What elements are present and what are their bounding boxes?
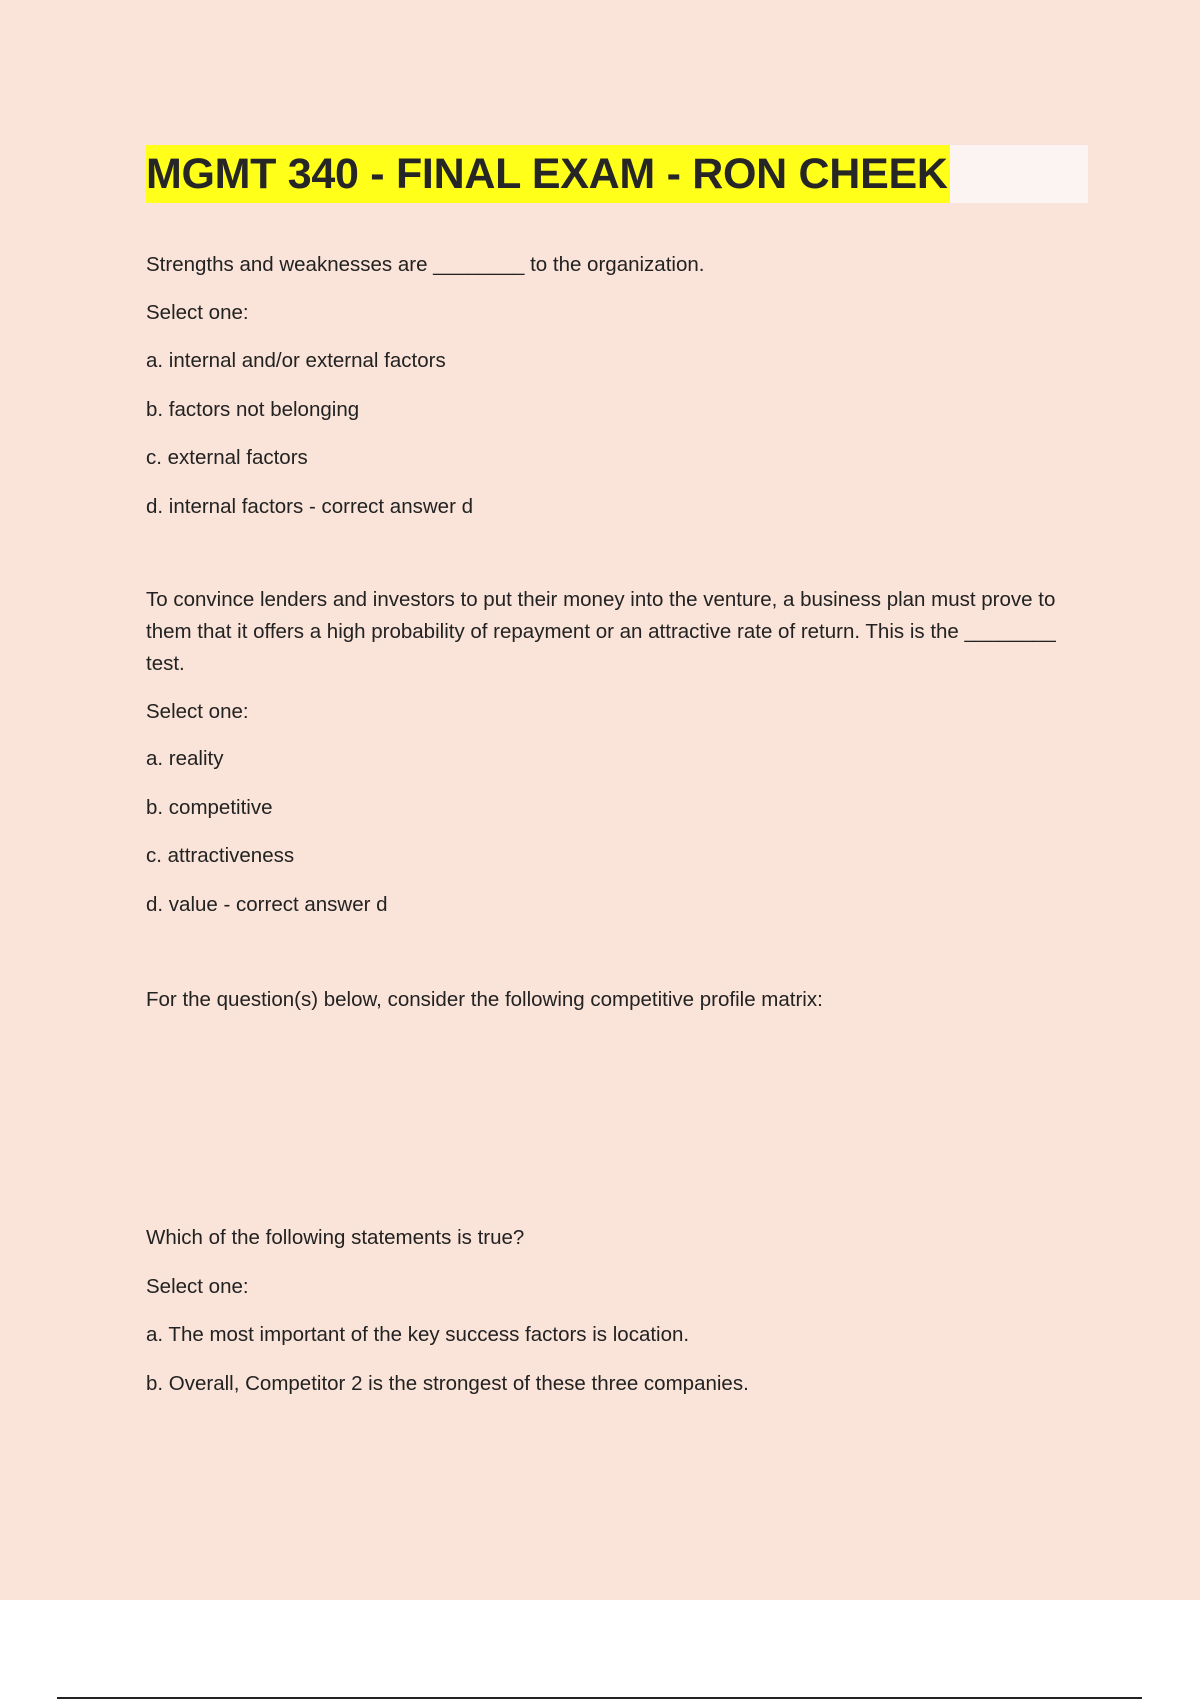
question-1-option-d: d. internal factors - correct answer d bbox=[146, 495, 473, 518]
question-3 bbox=[146, 1222, 1076, 1400]
question-3-option-b: b. Overall, Competitor 2 is the strongest of these three companies. bbox=[146, 1372, 749, 1395]
question-2 bbox=[146, 584, 1076, 921]
question-1-option-a: a. internal and/or external factors bbox=[146, 349, 446, 372]
question-2-option-d: d. value - correct answer d bbox=[146, 893, 388, 916]
question-2-select-label: Select one: bbox=[146, 700, 249, 723]
question-3-option-a: a. The most important of the key success factors is location. bbox=[146, 1323, 690, 1346]
question-1-option-b: b. factors not belonging bbox=[146, 398, 360, 421]
question-1-select-label: Select one: bbox=[146, 301, 249, 324]
question-1 bbox=[146, 249, 1076, 523]
question-2-prompt: To convince lenders and investors to put their money into the venture, a business plan must prove to them that it offers a high probability of repayment or an attractive rate of return. This is the ________ test. bbox=[146, 588, 1056, 675]
question-1-option-c: c. external factors bbox=[146, 446, 308, 469]
question-3-prompt: Which of the following statements is true? bbox=[146, 1226, 525, 1249]
question-3-intro bbox=[146, 984, 1076, 1016]
page-title: MGMT 340 - FINAL EXAM - RON CHEEK bbox=[146, 145, 950, 203]
question-3-intro-text: For the question(s) below, consider the following competitive profile matrix: bbox=[146, 988, 823, 1011]
title-bar bbox=[146, 145, 1088, 203]
question-2-option-a: a. reality bbox=[146, 747, 224, 770]
question-2-option-c: c. attractiveness bbox=[146, 844, 295, 867]
question-3-select-label: Select one: bbox=[146, 1275, 249, 1298]
question-1-prompt: Strengths and weaknesses are ________ to the organization. bbox=[146, 253, 705, 276]
question-2-option-b: b. competitive bbox=[146, 796, 273, 819]
footer-divider bbox=[57, 1697, 1142, 1699]
